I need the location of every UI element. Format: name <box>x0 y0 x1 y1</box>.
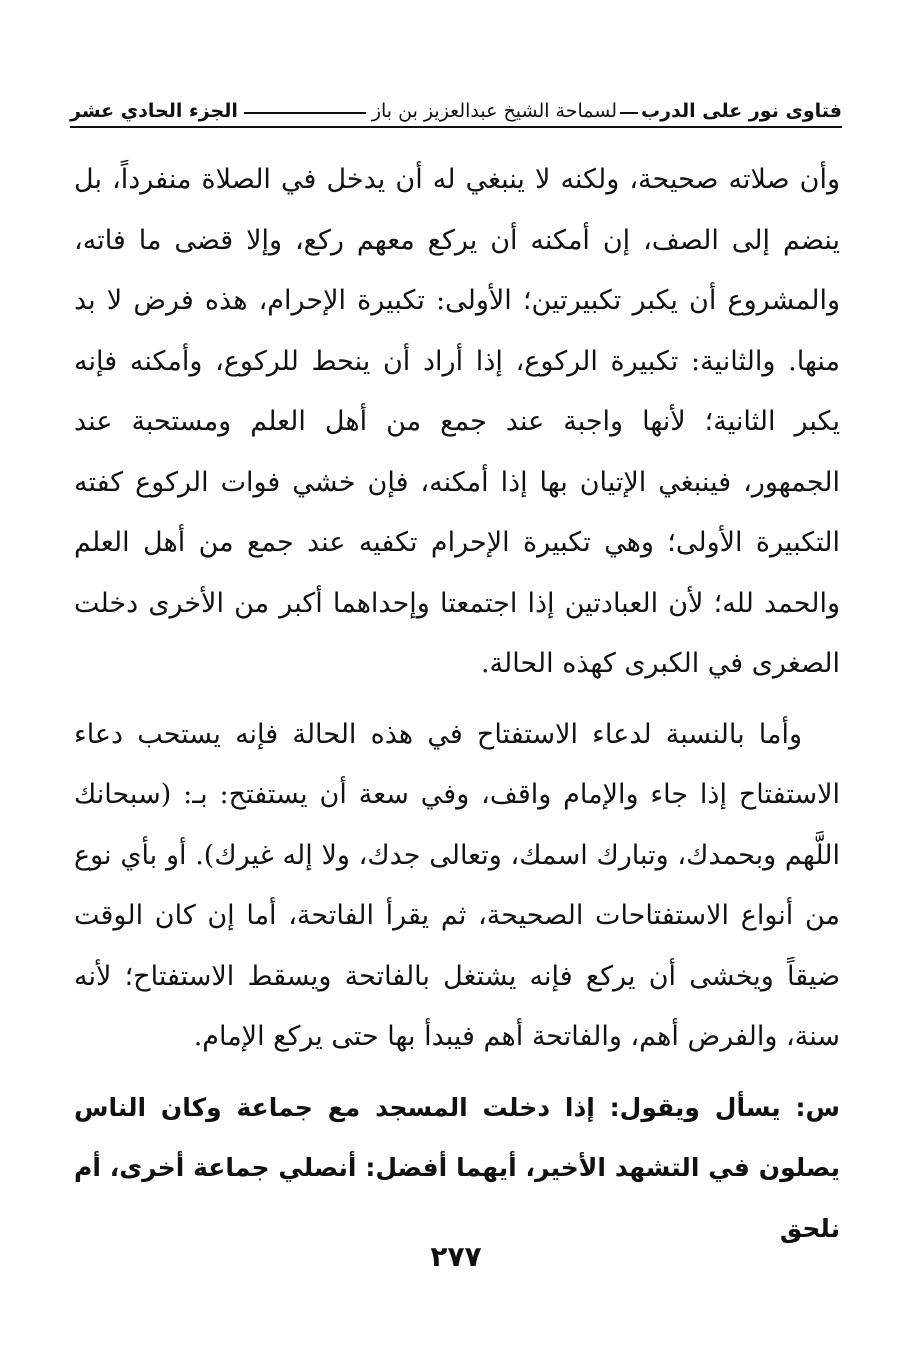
running-header <box>70 82 842 122</box>
header-series-title: فتاوى نور على الدرب <box>641 100 842 122</box>
page-body <box>74 150 840 1259</box>
question-paragraph: س: يسأل ويقول: إذا دخلت المسجد مع جماعة وكان الناس يصلون في التشهد الأخير، أيهما أفضل: أنصلي جماعة أخرى، أم نلحق <box>74 1092 840 1243</box>
page-number: ٢٧٧ <box>430 1240 482 1273</box>
header-author: لسماحة الشيخ عبدالعزيز بن باز <box>371 100 617 122</box>
header-long-dash <box>244 112 366 114</box>
paragraph-1: وأن صلاته صحيحة، ولكنه لا ينبغي له أن يدخل في الصلاة منفرداً، بل ينضم إلى الصف، إن أمكنه أن يركع معهم ركع، وإلا قضى ما فاته، والمشروع أن يكبر تكبيرتين؛ الأولى: تكبيرة الإحرام، هذه فرض لا بد منها. والثانية: تكبيرة الركوع، إذا أراد أن ينحط للركوع، وأمكنه فإنه يكبر الثانية؛ لأنها واجبة عند جمع من أهل العلم ومستحبة عند الجمهور، فينبغي الإتيان بها إذا أمكنه، فإن خشي فوات الركوع كفته التكبيرة الأولى؛ وهي تكبيرة الإحرام تكفيه عند جمع من أهل العلم والحمد لله؛ لأن العبادتين إذا اجتمعتا وإحداهما أكبر من الأخرى دخلت الصغرى في الكبرى كهذه الحالة. <box>74 164 840 679</box>
paragraph-2: وأما بالنسبة لدعاء الاستفتاح في هذه الحالة فإنه يستحب دعاء الاستفتاح إذا جاء والإمام واقف، وفي سعة أن يستفتح: بـ: (سبحانك اللَّهم وبحمدك، وتبارك اسمك، وتعالى جدك، ولا إله غيرك). أو بأي نوع من أنواع الاستفتاحات الصحيحة، ثم يقرأ الفاتحة، أما إن كان الوقت ضيقاً ويخشى أن يركع فإنه يشتغل بالفاتحة ويسقط الاستفتاح؛ لأنه سنة، والفرض أهم، والفاتحة أهم فيبدأ بها حتى يركع الإمام. <box>74 718 840 1052</box>
header-volume: الجزء الحادي عشر <box>70 100 238 122</box>
header-dash <box>620 112 638 114</box>
header-rule <box>70 126 842 128</box>
